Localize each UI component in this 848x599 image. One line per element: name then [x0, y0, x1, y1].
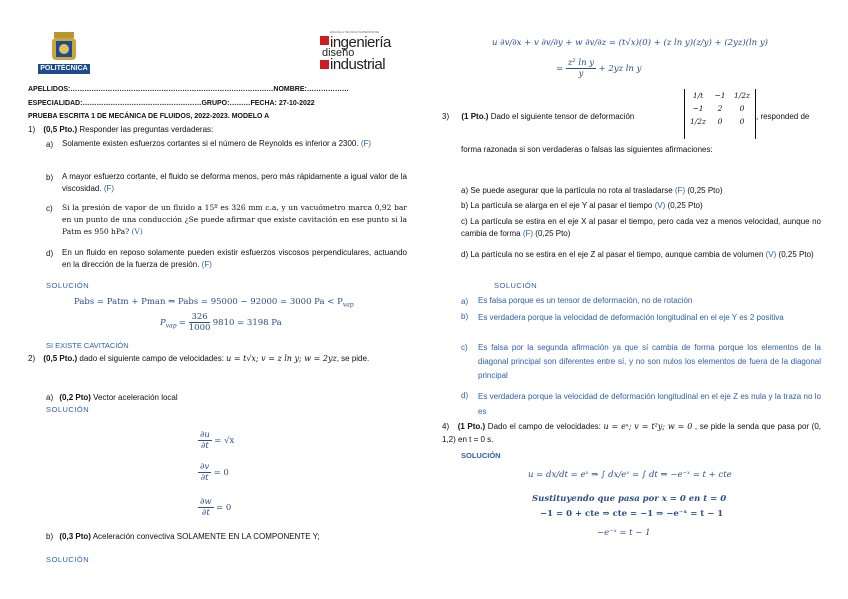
q3-matrix	[684, 89, 756, 139]
exam-title: PRUEBA ESCRITA 1 DE MECÁNICA DE FLUIDOS, 2022-2023. MODELO A	[28, 113, 270, 120]
q2-number: 2)	[28, 354, 36, 363]
q3-d-points: (0,25 Pto)	[778, 250, 814, 259]
q2-eq-dv	[198, 462, 229, 483]
q1-eq1-sub: vap	[342, 301, 354, 309]
q1-a	[62, 138, 407, 150]
q1-c-text: Si la presión de vapor de un fluido a 15º es 326 mm c.a, y un vacuómetro marca 0,92 bar en un punto de una conducción ¿Se puede afirmar que existe cavitación en ese punto si la Patm es 950 hPa?	[62, 203, 407, 236]
q1-eq2-den: 1000	[188, 323, 211, 333]
q1-eq2: $P_{vap}$ = $\frac{326}{1000}$ 9810 = 3198 Pa	[160, 312, 282, 333]
matrix-cell: −1	[692, 104, 704, 113]
q1-eq2-lhs: P	[160, 317, 166, 328]
q1-points: (0,5 Pto.)	[43, 125, 78, 134]
q1-a-label: a)	[46, 140, 54, 149]
q2-a-points: (0,2 Pto)	[59, 393, 91, 402]
matrix-cell: 0	[717, 117, 723, 126]
q2-a	[46, 392, 178, 403]
q4-header	[442, 420, 821, 446]
q3-tail: , responded de	[756, 112, 810, 121]
q1-eq2-num: 326	[189, 312, 211, 323]
etsidi-logo-top: ESCUELA TÉCNICA SUPERIOR DE	[330, 30, 380, 34]
q3-number: 3)	[442, 112, 450, 121]
q4-eq2: Sustituyendo que pasa por x = 0 en t = 0	[532, 494, 727, 504]
q3-sb: Es verdadera porque la velocidad de deformación longitudinal en el eje Y es 2 positiva	[478, 313, 784, 322]
q2-header	[28, 353, 408, 365]
q1-d-label: d)	[46, 249, 54, 258]
q3-d-text: d) La partícula no se estira en el eje Z al pasar el tiempo, aunque cambia de volumen	[461, 250, 764, 259]
q3-text2: forma razonada si son verdaderas o falsas las siguientes afirmaciones:	[461, 145, 713, 154]
q4-solution-heading: SOLUCIÓN	[461, 451, 501, 460]
q2-solution-heading: SOLUCIÓN	[46, 405, 90, 414]
q1-a-answer: (F)	[360, 139, 372, 148]
q1-eq2-fraction	[189, 312, 211, 333]
conv-num: z² ln y	[567, 58, 595, 68]
q2-eq-du	[198, 430, 234, 451]
conv-line1: u ∂v/∂x + v ∂v/∂y + w ∂v/∂z = (t√x)(0) + (z ln y)(z/y) + (2yz)(ln y)	[492, 38, 768, 48]
q1-eq1-text: Pabs = Patm + Pman ⇒ Pabs = 95000 − 92000 = 3000 Pa < P	[74, 297, 343, 307]
q1-eq2-rhs: 9810 = 3198 Pa	[212, 317, 282, 328]
q2-dw: ∂w	[200, 497, 212, 507]
q3-matrix-body	[685, 89, 755, 128]
q1-header	[28, 124, 213, 135]
q2-b-label: b)	[46, 532, 54, 541]
q3-b-points: (0,25 Pto)	[667, 201, 703, 210]
etsidi-logo	[318, 30, 400, 74]
q4-number: 4)	[442, 422, 450, 431]
q2-eq-dw	[198, 497, 231, 518]
q3-sc-label: c)	[461, 343, 468, 352]
q2-b-points: (0,3 Pto)	[59, 532, 91, 541]
q1-conclusion: SI EXISTE CAVITACIÓN	[46, 341, 129, 350]
etsidi-logo-line3: industrial	[330, 56, 386, 73]
q2-text: dado el siguiente campo de velocidades:	[79, 354, 224, 363]
q2-du-rhs: = √x	[214, 435, 235, 446]
matrix-cell: 1/2z	[733, 91, 751, 100]
q3-sa: Es falsa porque es un tensor de deformación, no de rotación	[478, 296, 693, 305]
q3-sa-label: a)	[461, 297, 469, 306]
q3-c	[461, 216, 821, 240]
matrix-cell: 2	[717, 104, 723, 113]
q3-a	[461, 185, 821, 197]
q3-c-answer: (F)	[522, 229, 534, 238]
etsidi-logo-line1: ingeniería	[330, 34, 391, 51]
etsidi-logo-line2: diseño	[322, 47, 355, 59]
q1-b	[62, 171, 407, 195]
q1-eq2-sub: vap	[165, 322, 177, 330]
q3-sb-label: b)	[461, 312, 469, 321]
matrix-cell: 1/t	[692, 91, 704, 100]
matrix-cell: 0	[739, 104, 745, 113]
upm-logo	[36, 30, 92, 76]
q2-du: ∂u	[200, 430, 210, 440]
q3-points: (1 Pto.)	[461, 112, 489, 121]
q1-b-label: b)	[46, 173, 54, 182]
q1-eq1	[74, 297, 354, 311]
q1-text: Responder las preguntas verdaderas:	[79, 125, 214, 134]
q1-c-answer: (V)	[131, 227, 143, 236]
q2-b	[46, 531, 320, 542]
q2-dv: ∂v	[200, 462, 210, 472]
q2-points: (0,5 Pto.)	[43, 354, 78, 363]
matrix-cell: 1/2z	[689, 117, 707, 126]
q4-points: (1 Pto.)	[457, 422, 486, 431]
q2-dv-rhs: = 0	[213, 467, 229, 478]
q2-dt-2: ∂t	[200, 473, 209, 483]
q2-dt-1: ∂t	[201, 441, 209, 451]
especialidad-line: ESPECIALIDAD:……………………………………………GRUPO:………FECHA: 27-10-2022	[28, 100, 315, 107]
q2-dt-3: ∂t	[201, 508, 210, 518]
q3-d	[461, 249, 821, 261]
q1-c	[62, 202, 407, 238]
q2-dw-rhs: = 0	[216, 502, 232, 513]
q3-header	[442, 111, 634, 122]
q3-a-text: a) Se puede asegurar que la partícula no rota al trasladarse	[461, 186, 673, 195]
conv-tail: + 2yz ln y	[598, 63, 642, 74]
q1-b-answer: (F)	[103, 184, 115, 193]
q1-b-text: A mayor esfuerzo cortante, el fluido se deforma menos, pero más rápidamente a igual valor de la viscosidad.	[62, 172, 407, 193]
q3-solution-heading: SOLUCIÓN	[494, 281, 538, 290]
crest-icon	[36, 30, 92, 64]
q3-text: Dado el siguiente tensor de deformación	[490, 112, 635, 121]
q1-a-text: Solamente existen esfuerzos cortantes si el número de Reynolds es inferior a 2300.	[62, 139, 359, 148]
logo-red-square-2	[320, 60, 329, 69]
q2-a-label: a)	[46, 393, 54, 402]
q1-c-label: c)	[46, 204, 53, 213]
q3-a-answer: (F)	[674, 186, 686, 195]
q2-tail: , se pide.	[336, 354, 370, 363]
q3-sc: Es falsa por la segunda afirmación ya que sí cambia de forma porque los elementos de la diagonal principal son diferentes entre sí, y no son nulos los elementos de fuera de la diagonal principal	[478, 343, 821, 380]
q4-tail: , se pide la senda que pasa por (0, 1,2) en t = 0 s.	[442, 422, 822, 444]
q3-b	[461, 200, 821, 212]
q3-sd-label: d)	[461, 391, 469, 400]
q4-field: u = eˣ; v = t²y; w = 0	[603, 422, 693, 431]
q2-solution2-heading: SOLUCIÓN	[46, 555, 90, 564]
logo-red-square	[320, 36, 329, 45]
q2-field: u = t√x; v = z ln y; w = 2yz	[226, 354, 337, 363]
q3-b-answer: (V)	[654, 201, 666, 210]
conv-den: y	[578, 69, 584, 79]
q2-b-text: Aceleración convectiva SOLAMENTE EN LA COMPONENTE Y;	[92, 532, 320, 541]
q3-b-text: b) La partícula se alarga en el eje Y al pasar el tiempo	[461, 201, 653, 210]
conv-line2: = $\frac{\text{z² ln y}}{y}$ + 2yz ln y	[556, 58, 642, 79]
q4-eq3: −1 = 0 + cte ⇒ cte = −1 ⇒ −e⁻ˣ = t − 1	[540, 509, 724, 519]
upm-logo-text: POLITÉCNICA	[38, 64, 90, 74]
q3-sd: Es verdadera porque la velocidad de deformación longitudinal en el eje Z es nula y la traza no lo es	[478, 392, 821, 416]
q4-eq4: −e⁻ˣ = t − 1	[597, 528, 651, 538]
q1-d	[62, 247, 407, 271]
q1-d-text: En un fluido en reposo solamente pueden existir esfuerzos viscosos perpendiculares, actuando en la dirección de la fuerza de presión.	[62, 248, 407, 269]
matrix-cell: 0	[739, 117, 745, 126]
q3-c-text: c) La partícula se estira en el eje X al pasar el tiempo, pero cada vez a menos velocidad, aunque no cambia de forma	[461, 217, 821, 238]
q3-d-answer: (V)	[765, 250, 777, 259]
q1-number: 1)	[28, 125, 36, 134]
q3-a-points: (0,25 Pto)	[687, 186, 723, 195]
q3-c-points: (0,25 Pto)	[535, 229, 571, 238]
q2-a-text: Vector aceleración local	[93, 393, 178, 402]
q4-eq1: u = dx/dt = eˣ ⇒ ∫ dx/eˣ = ∫ dt ⇒ −e⁻ˣ = t + cte	[528, 470, 732, 480]
apellidos-line: APELLIDOS:……………………………………………………………………………NOMBRE:………………	[28, 86, 349, 93]
q1-d-answer: (F)	[201, 260, 212, 269]
matrix-cell: −1	[714, 91, 726, 100]
q1-solution-heading: SOLUCIÓN	[46, 281, 90, 290]
q4-text: Dado el campo de velocidades:	[487, 422, 601, 431]
